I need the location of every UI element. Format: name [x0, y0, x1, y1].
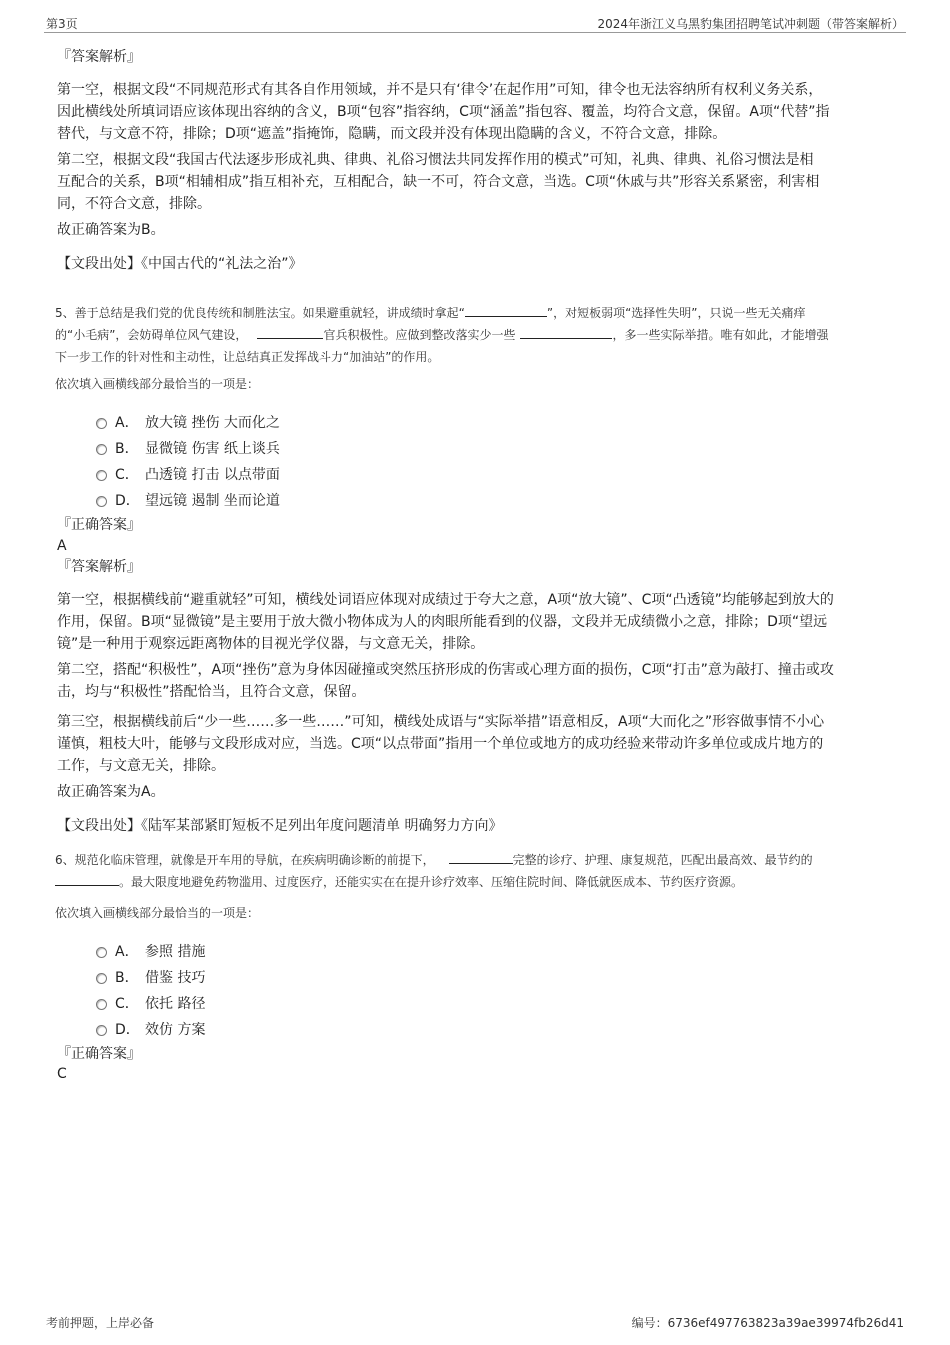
option-label: C． — [115, 996, 139, 1012]
option-text: 借鉴 技巧 — [145, 970, 206, 986]
analysis-paragraph — [57, 711, 824, 777]
source: 【文段出处】《中国古代的“礼法之治”》 — [57, 256, 303, 272]
question-prompt: 依次填入画横线部分最恰当的一项是： — [55, 377, 260, 391]
option-text: 放大镜 挫伤 大而化之 — [145, 415, 280, 431]
analysis-label: 『答案解析』 — [57, 49, 141, 65]
text-segment: ，多一些实际举措。唯有如此，才能增强 — [612, 328, 829, 342]
text-segment: 。最大限度地避免药物滥用、过度医疗，还能实实在在提升诊疗效率、压缩住院时间、降低就医成本、节约医疗资源。 — [119, 875, 744, 889]
text-segment: ”，对短板弱项“选择性失明”，只说一些无关痛痒 — [546, 306, 806, 320]
text-line: 互配合的关系，B项“相辅相成”指互相补充，互相配合，缺一不可，符合文意，当选。C项“休戚与共”形容关系紧密，利害相 — [57, 174, 820, 190]
radio-icon[interactable] — [96, 999, 107, 1010]
text-segment: 5、善于总结是我们党的优良传统和制胜法宝。如果避重就轻，讲成绩时拿起“ — [55, 306, 465, 320]
text-line: 因此横线处所填词语应该体现出容纳的含义，B项“包容”指容纳，C项“涵盖”指包容、覆盖，均符合文意，保留。A项“代替”指 — [57, 104, 830, 120]
option-text: 效仿 方案 — [145, 1022, 206, 1038]
text-segment: 6、规范化临床管理，就像是开车用的导航，在疾病明确诊断的前提下， — [55, 853, 435, 867]
text-line: 击，均与“积极性”搭配恰当，且符合文意，保留。 — [57, 684, 366, 700]
blank — [55, 873, 119, 886]
text-line: 第一空，根据横线前“避重就轻”可知，横线处词语应体现对成绩过于夸大之意，A项“放大镜”、C项“凸透镜”均能够起到放大的 — [57, 592, 834, 608]
option-label: D． — [115, 1022, 140, 1038]
text-segment: 完整的诊疗、护理、康复规范，匹配出最高效、最节约的 — [512, 853, 813, 867]
analysis-paragraph — [57, 589, 834, 655]
option-a[interactable] — [96, 412, 280, 432]
answer-value: A — [57, 538, 67, 554]
page-number: 第3页 — [46, 17, 78, 31]
radio-icon[interactable] — [96, 496, 107, 507]
answer-label: 『正确答案』 — [57, 1046, 141, 1062]
text-line: 第二空，搭配“积极性”，A项“挫伤”意为身体因碰撞或突然压挤形成的伤害或心理方面的损伤，C项“打击”意为敲打、撞击或攻 — [57, 662, 834, 678]
text-line: 镜”是一种用于观察远距离物体的目视光学仪器，与文意无关，排除。 — [57, 636, 485, 652]
header-divider — [44, 32, 906, 33]
document-title: 2024年浙江义乌黑豹集团招聘笔试冲刺题（带答案解析） — [597, 17, 904, 31]
option-b[interactable] — [96, 438, 280, 458]
option-label: D． — [115, 493, 140, 509]
text-line — [55, 302, 828, 324]
question-prompt: 依次填入画横线部分最恰当的一项是： — [55, 906, 260, 920]
radio-icon[interactable] — [96, 444, 107, 455]
text-line — [55, 871, 813, 893]
text-segment: 官兵积极性。应做到整改落实少一些 — [323, 328, 516, 342]
text-line: 第三空，根据横线前后“少一些……多一些……”可知，横线处成语与“实际举措”语意相反，A项“大而化之”形容做事情不小心 — [57, 714, 825, 730]
blank — [520, 326, 612, 339]
option-label: B． — [115, 441, 139, 457]
question-text — [55, 849, 813, 893]
option-label: C． — [115, 467, 139, 483]
conclusion: 故正确答案为B。 — [57, 222, 165, 238]
option-label: A． — [115, 944, 139, 960]
radio-icon[interactable] — [96, 973, 107, 984]
radio-icon[interactable] — [96, 418, 107, 429]
analysis-paragraph — [57, 149, 819, 215]
option-label: B． — [115, 970, 139, 986]
text-line: 作用，保留。B项“显微镜”是主要用于放大微小物体成为人的肉眼所能看到的仪器，文段并无成绩微小之意，排除；D项“望远 — [57, 614, 828, 630]
blank — [465, 304, 547, 317]
radio-icon[interactable] — [96, 470, 107, 481]
analysis-label: 『答案解析』 — [57, 559, 141, 575]
analysis-paragraph — [57, 79, 829, 145]
text-line: 工作，与文意无关，排除。 — [57, 758, 225, 774]
option-label: A． — [115, 415, 139, 431]
blank — [257, 326, 323, 339]
text-line: 替代，与文意不符，排除；D项“遮盖”指掩饰，隐瞒，而文段并没有体现出隐瞒的含义，不符合文意，排除。 — [57, 126, 727, 142]
text-line: 下一步工作的针对性和主动性，让总结真正发挥战斗力“加油站”的作用。 — [55, 350, 440, 364]
option-text: 凸透镜 打击 以点带面 — [145, 467, 280, 483]
text-line: 谨慎，粗枝大叶，能够与文段形成对应，当选。C项“以点带面”指用一个单位或地方的成功经验来带动许多单位或成片地方的 — [57, 736, 824, 752]
text-line: 第一空，根据文段“不同规范形式有其各自作用领域，并不是只有‘律令’在起作用”可知，律令也无法容纳所有权利义务关系， — [57, 82, 823, 98]
footer-slogan: 考前押题，上岸必备 — [46, 1316, 155, 1330]
text-line — [55, 324, 828, 346]
source: 【文段出处】《陆军某部紧盯短板不足列出年度问题清单 明确努力方向》 — [57, 818, 503, 834]
option-text: 显微镜 伤害 纸上谈兵 — [145, 441, 280, 457]
option-c[interactable] — [96, 464, 280, 484]
text-line: 第二空，根据文段“我国古代法逐步形成礼典、律典、礼俗习惯法共同发挥作用的模式”可知，礼典、律典、礼俗习惯法是相 — [57, 152, 814, 168]
document-id: 编号：6736ef497763823a39ae39974fb26d41 — [631, 1316, 904, 1330]
blank — [449, 851, 513, 864]
analysis-paragraph — [57, 659, 834, 703]
option-d[interactable] — [96, 1019, 205, 1039]
option-text: 望远镜 遏制 坐而论道 — [145, 493, 280, 509]
question-text — [55, 302, 828, 368]
answer-value: C — [57, 1066, 67, 1082]
option-text: 参照 措施 — [145, 944, 206, 960]
conclusion: 故正确答案为A。 — [57, 784, 165, 800]
radio-icon[interactable] — [96, 947, 107, 958]
answer-label: 『正确答案』 — [57, 517, 141, 533]
text-line — [55, 849, 813, 871]
radio-icon[interactable] — [96, 1025, 107, 1036]
option-c[interactable] — [96, 993, 205, 1013]
option-d[interactable] — [96, 490, 280, 510]
option-text: 依托 路径 — [145, 996, 206, 1012]
option-a[interactable] — [96, 941, 205, 961]
option-b[interactable] — [96, 967, 205, 987]
text-line: 同，不符合文意，排除。 — [57, 196, 211, 212]
text-segment: 的“小毛病”，会妨碍单位风气建设， — [55, 328, 248, 342]
